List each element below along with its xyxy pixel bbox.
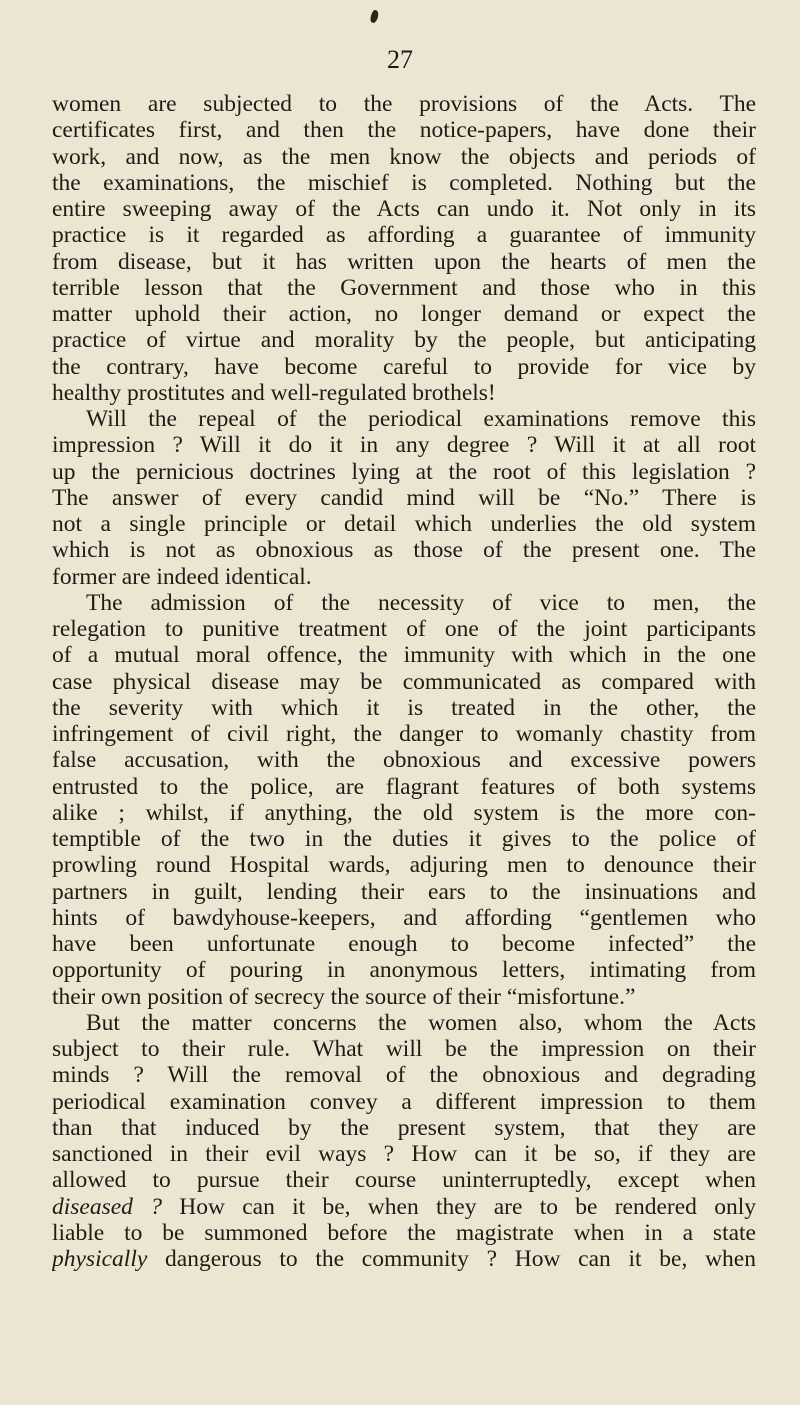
text-line: than that induced by the present system, that they are	[52, 1114, 756, 1141]
paragraph-4	[52, 1010, 756, 1273]
text-line: hints of bawdyhouse-keepers, and affording “gentlemen who	[52, 904, 756, 931]
text-line: partners in guilt, lending their ears to the insinuations and	[52, 878, 756, 905]
text-line: matter uphold their action, no longer demand or expect the	[52, 301, 756, 327]
text-line: entrusted to the police, are flagrant features of both systems	[52, 773, 756, 800]
text-line: from disease, but it has written upon the hearts of men the	[52, 248, 756, 275]
text-line: case physical disease may be communicated as compared with	[52, 668, 756, 695]
text-line: false accusation, with the obnoxious and excessive powers	[52, 747, 756, 774]
text-line-italic	[52, 1246, 756, 1272]
text-line: temptible of the two in the duties it gives to the police of	[52, 826, 756, 852]
text-line: former are indeed identical.	[52, 563, 312, 590]
text-line: of a mutual moral offence, the immunity with which in the one	[52, 642, 756, 669]
text-line: But the matter concerns the women also, whom the Acts	[86, 1009, 756, 1036]
body-text	[52, 91, 756, 1272]
paragraph-2	[52, 406, 756, 590]
line-rest: dangerous to the community ? How can it be, when	[147, 1246, 756, 1272]
page-number: 27	[387, 45, 413, 74]
paragraph-3	[52, 590, 756, 1010]
ink-speck	[369, 9, 380, 24]
text-line: the severity with which it is treated in the other, the	[52, 694, 756, 721]
text-line: relegation to punitive treatment of one of the joint participants	[52, 616, 756, 642]
text-line: opportunity of pouring in anonymous letters, intimating from	[52, 957, 756, 984]
text-line: certificates first, and then the notice-papers, have done their	[52, 117, 756, 144]
text-line: subject to their rule. What will be the impression on their	[52, 1036, 756, 1062]
text-line: women are subjected to the provisions of the Acts. The	[52, 91, 756, 117]
text-line-italic	[52, 1194, 756, 1220]
text-line: the examinations, the mischief is completed. Nothing but the	[52, 169, 756, 196]
text-line: not a single principle or detail which underlies the old system	[52, 511, 756, 537]
italic-word: diseased ?	[52, 1193, 162, 1220]
text-line: the contrary, have become careful to provide for vice by	[52, 353, 756, 380]
text-line: which is not as obnoxious as those of the present one. The	[52, 537, 756, 564]
text-line: liable to be summoned before the magistrate when in a state	[52, 1219, 756, 1246]
text-line: work, and now, as the men know the objects and periods of	[52, 143, 756, 170]
text-line: The answer of every candid mind will be “No.” There is	[52, 484, 756, 511]
text-line: infringement of civil right, the danger to womanly chastity from	[52, 721, 756, 747]
paragraph-1	[52, 91, 756, 406]
text-line: Will the repeal of the periodical examinations remove this	[86, 406, 756, 432]
text-line: minds ? Will the removal of the obnoxious and degrading	[52, 1062, 756, 1089]
line-rest: How can it be, when they are to be rendered only	[161, 1193, 756, 1220]
text-line: entire sweeping away of the Acts can undo it. Not only in its	[52, 196, 756, 222]
text-line: alike ; whilst, if anything, the old system is the more con-	[52, 799, 756, 826]
text-line: The admission of the necessity of vice to men, the	[86, 589, 756, 616]
text-line: their own position of secrecy the source of their “misfortune.”	[52, 983, 636, 1010]
italic-word: physically	[52, 1246, 148, 1272]
text-line: practice of virtue and morality by the people, but anticipating	[52, 327, 756, 354]
text-line: terrible lesson that the Government and those who in this	[52, 274, 756, 301]
text-line: healthy prostitutes and well-regulated brothels!	[52, 379, 496, 406]
text-line: practice is it regarded as affording a guarantee of immunity	[52, 222, 756, 249]
text-line: up the pernicious doctrines lying at the root of this legislation ?	[52, 458, 756, 485]
text-line: periodical examination convey a different impression to them	[52, 1088, 756, 1115]
text-line: prowling round Hospital wards, adjuring men to denounce their	[52, 852, 756, 879]
text-line: allowed to pursue their course uninterruptedly, except when	[52, 1167, 756, 1194]
text-line: impression ? Will it do it in any degree ? Will it at all root	[52, 432, 756, 459]
text-line: have been unfortunate enough to become infected” the	[52, 931, 756, 957]
text-line: sanctioned in their evil ways ? How can it be so, if they are	[52, 1141, 756, 1167]
